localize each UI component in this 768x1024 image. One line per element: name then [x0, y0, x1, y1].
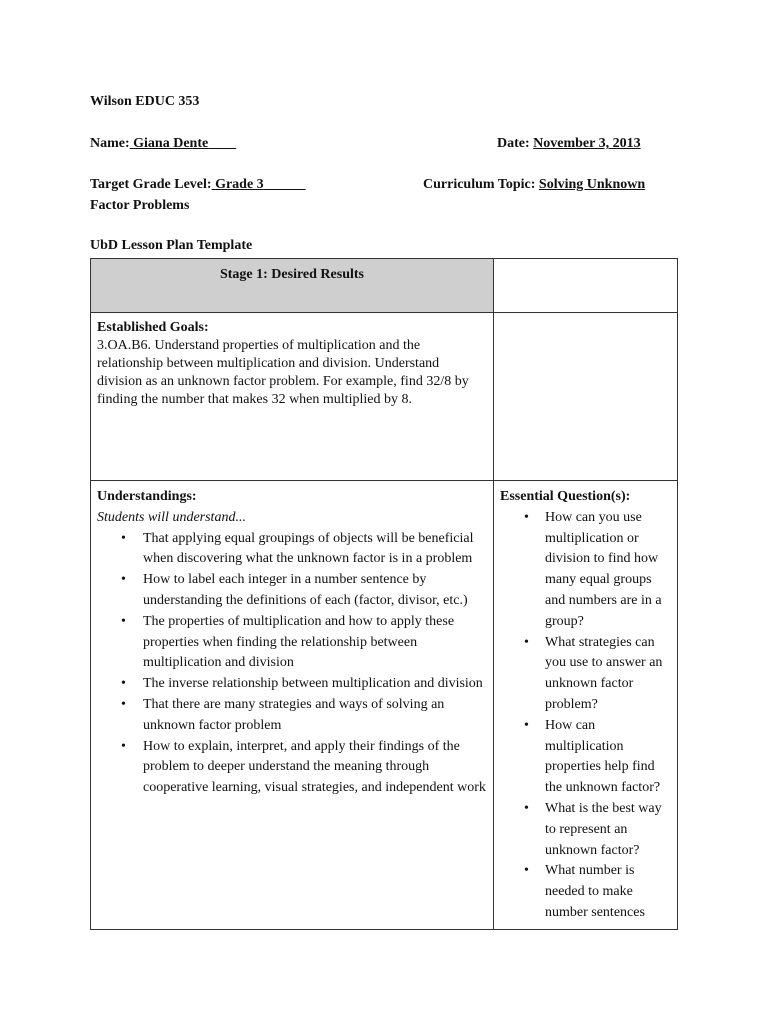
name-label: Name: [90, 136, 130, 151]
list-item: • That there are many strategies and ways of solving an unknown factor problem [143, 695, 487, 737]
stage-header-row [91, 259, 678, 313]
topic-row [423, 177, 645, 193]
list-item: • What strategies can you use to answer an unknown factor problem? [545, 633, 671, 716]
list-item: • How to explain, interpret, and apply their findings of the problem to deeper understand the meaning through cooperative learning, visual strategies, and independent work [143, 737, 487, 799]
goals-heading: Established Goals: [97, 320, 209, 335]
grade-row [90, 177, 306, 193]
grade-label: Target Grade Level: [90, 177, 212, 192]
name-row [90, 136, 236, 152]
template-title: UbD Lesson Plan Template [90, 238, 253, 253]
list-item: • How can multiplication properties help find the unknown factor? [545, 716, 671, 799]
date-row [497, 136, 641, 152]
topic-value-continued: Factor Problems [90, 198, 190, 213]
list-item: • The inverse relationship between multiplication and division [143, 674, 487, 695]
course-title: Wilson EDUC 353 [90, 94, 200, 109]
name-value: Giana Dente [133, 136, 209, 151]
topic-value: Solving Unknown [538, 177, 646, 192]
list-item: • That applying equal groupings of objects will be beneficial when discovering what the unknown factor is in a problem [143, 529, 487, 571]
understandings-row [91, 481, 678, 930]
stage-empty-cell [494, 259, 678, 313]
understandings-heading: Understandings: [97, 489, 197, 504]
date-value: November 3, 2013 [533, 136, 641, 151]
essential-questions-heading: Essential Question(s): [500, 489, 631, 504]
list-item: • What number is needed to make number sentences [545, 861, 671, 923]
understandings-list [97, 529, 487, 799]
list-item: • The properties of multiplication and how to apply these properties when finding the relationship between multiplication and division [143, 612, 487, 674]
date-label: Date: [497, 136, 530, 151]
goals-cell [91, 313, 494, 481]
essential-questions-list [500, 508, 671, 924]
list-item: • What is the best way to represent an unknown factor? [545, 799, 671, 861]
stage-title-cell [91, 259, 494, 313]
goals-row [91, 313, 678, 481]
understandings-intro: Students will understand... [97, 509, 246, 525]
grade-value: Grade 3 [215, 177, 264, 192]
understandings-cell [91, 481, 494, 930]
lesson-plan-table [90, 258, 678, 930]
goals-empty-cell [494, 313, 678, 481]
stage-title: Stage 1: Desired Results [219, 267, 364, 282]
topic-label: Curriculum Topic: [423, 177, 536, 192]
goals-text: 3.OA.B6. Understand properties of multiplication and the relationship between multiplication and division. Understand division as an unknown factor problem. For example, find 32/8 by finding the number that makes 32 when multiplied by 8. [97, 338, 469, 407]
list-item: • How to label each integer in a number sentence by understanding the definitions of each (factor, divisor, etc.) [143, 570, 487, 612]
essential-questions-cell [494, 481, 678, 930]
list-item: • How can you use multiplication or division to find how many equal groups and numbers are in a group? [545, 508, 671, 633]
